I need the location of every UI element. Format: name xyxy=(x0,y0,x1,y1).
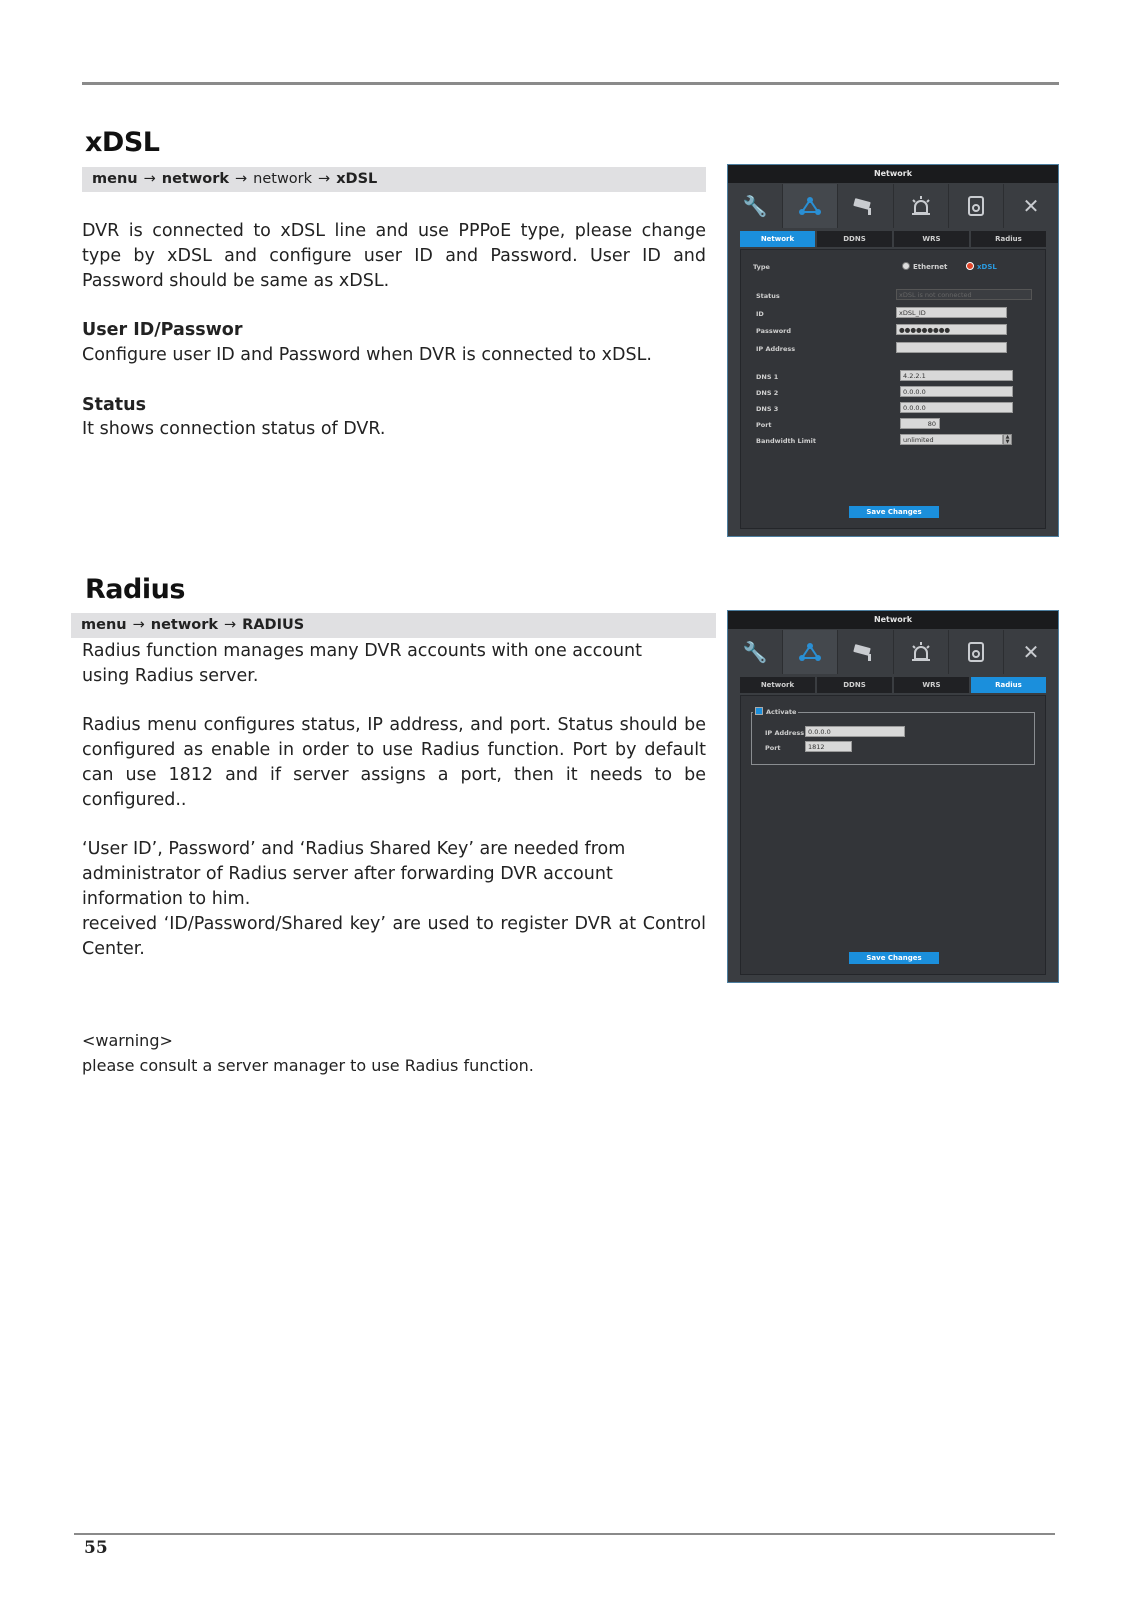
xdsl-intro: DVR is connected to xDSL line and use PPPoE type, please change type by xDSL and configure user ID and Password. User ID and Password should be same as xDSL. xyxy=(82,221,706,291)
bandwidth-limit-label: Bandwidth Limit xyxy=(756,437,816,445)
save-changes-button[interactable]: Save Changes xyxy=(849,506,939,518)
dvr-icon-bar xyxy=(728,630,1058,674)
type-label: Type xyxy=(753,263,770,271)
section-title-xdsl: xDSL xyxy=(85,127,160,158)
storage-icon[interactable] xyxy=(949,184,1004,228)
dvr-radius-screenshot xyxy=(727,610,1059,983)
wrench-icon[interactable]: 🔧 xyxy=(728,630,783,674)
ip-address-field[interactable] xyxy=(896,342,1007,353)
footer-rule xyxy=(74,1533,1055,1535)
breadcrumb-item: RADIUS xyxy=(242,617,305,633)
alarm-icon[interactable] xyxy=(894,630,949,674)
radio-dot-icon xyxy=(902,262,910,270)
dvr-icon-bar xyxy=(728,184,1058,228)
dns2-field[interactable]: 0.0.0.0 xyxy=(900,386,1013,397)
radius-p1: Radius function manages many DVR accounts with one account using Radius server. xyxy=(82,641,643,686)
radius-p3a: ‘User ID’, Password’ and ‘Radius Shared Key’ are needed from administrator of Radius server after forwarding DVR account information to him. xyxy=(82,839,626,909)
dns3-label: DNS 3 xyxy=(756,405,779,413)
close-icon[interactable]: ✕ xyxy=(1022,640,1040,664)
tab-ddns[interactable]: DDNS xyxy=(817,231,892,247)
breadcrumb-radius xyxy=(71,613,716,638)
xdsl-body xyxy=(82,219,706,442)
port-label: Port xyxy=(756,421,772,429)
radius-p2: Radius menu configures status, IP address, and port. Status should be configured as enable in order to use Radius function. Port by default can use 1812 and if server assigns a port, then it needs to be configured.. xyxy=(82,715,706,810)
arrow-icon: → xyxy=(224,617,237,633)
dvr-xdsl-form xyxy=(740,249,1046,529)
dns1-field[interactable]: 4.2.2.1 xyxy=(900,370,1013,381)
radio-xdsl[interactable]: xDSL xyxy=(966,262,997,271)
arrow-icon: → xyxy=(318,171,331,187)
userid-text: Configure user ID and Password when DVR is connected to xDSL. xyxy=(82,344,652,365)
dns3-field[interactable]: 0.0.0.0 xyxy=(900,402,1013,413)
radius-body xyxy=(82,639,706,961)
radius-p3b: received ‘ID/Password/Shared key’ are used to register DVR at Control Center. xyxy=(82,913,706,959)
dns2-label: DNS 2 xyxy=(756,389,779,397)
tab-radius[interactable]: Radius xyxy=(971,677,1046,693)
network-icon[interactable] xyxy=(783,630,838,674)
warning-block xyxy=(82,1029,534,1078)
ip-address-label: IP Address xyxy=(756,345,796,353)
camera-icon[interactable] xyxy=(838,630,893,674)
network-icon[interactable] xyxy=(783,184,838,228)
close-icon[interactable]: ✕ xyxy=(1022,194,1040,218)
spinner-arrows-icon[interactable]: ▲ ▼ xyxy=(1003,434,1012,445)
tab-network[interactable]: Network xyxy=(740,231,815,247)
activate-fieldset xyxy=(751,712,1035,765)
activate-checkbox[interactable]: Activate xyxy=(753,707,798,716)
radius-port-label: Port xyxy=(765,744,781,752)
dvr-window-title: Network xyxy=(728,165,1058,183)
radius-ip-label: IP Address xyxy=(765,729,805,737)
dns1-label: DNS 1 xyxy=(756,373,779,381)
tab-network[interactable]: Network xyxy=(740,677,815,693)
arrow-icon: → xyxy=(143,171,156,187)
breadcrumb-item: network xyxy=(161,171,229,187)
save-changes-button[interactable]: Save Changes xyxy=(849,952,939,964)
tab-wrs[interactable]: WRS xyxy=(894,677,969,693)
dvr-tab-bar xyxy=(740,231,1046,247)
port-field[interactable]: 80 xyxy=(900,418,940,429)
warning-label: <warning> xyxy=(82,1031,173,1050)
status-heading: Status xyxy=(82,394,147,415)
page-number: 55 xyxy=(84,1538,108,1558)
breadcrumb-item: network xyxy=(253,171,313,187)
id-field[interactable]: xDSL_ID xyxy=(896,307,1007,318)
section-title-radius: Radius xyxy=(85,574,185,605)
password-field[interactable]: ●●●●●●●●● xyxy=(896,324,1007,335)
wrench-icon[interactable]: 🔧 xyxy=(728,184,783,228)
radio-ethernet[interactable]: Ethernet xyxy=(902,262,947,271)
id-label: ID xyxy=(756,310,764,318)
header-rule xyxy=(82,82,1059,85)
radius-ip-field[interactable]: 0.0.0.0 xyxy=(805,726,905,737)
warning-text: please consult a server manager to use Radius function. xyxy=(82,1055,534,1075)
arrow-icon: → xyxy=(235,171,248,187)
tab-radius[interactable]: Radius xyxy=(971,231,1046,247)
breadcrumb-item: menu xyxy=(81,617,127,633)
arrow-icon: → xyxy=(132,617,145,633)
dvr-tab-bar xyxy=(740,677,1046,693)
password-label: Password xyxy=(756,327,792,335)
status-label: Status xyxy=(756,292,780,300)
checkbox-icon xyxy=(755,707,763,715)
dvr-window-title: Network xyxy=(728,611,1058,629)
radius-port-field[interactable]: 1812 xyxy=(805,741,852,752)
dvr-radius-form xyxy=(740,695,1046,975)
breadcrumb-xdsl xyxy=(82,167,706,192)
storage-icon[interactable] xyxy=(949,630,1004,674)
userid-heading: User ID/Passwor xyxy=(82,320,243,341)
dvr-xdsl-screenshot xyxy=(727,164,1059,537)
breadcrumb-item: menu xyxy=(92,171,138,187)
breadcrumb-item: xDSL xyxy=(336,171,378,187)
alarm-icon[interactable] xyxy=(894,184,949,228)
status-text: It shows connection status of DVR. xyxy=(82,419,386,440)
status-field: xDSL is not connected xyxy=(896,289,1032,300)
tab-wrs[interactable]: WRS xyxy=(894,231,969,247)
camera-icon[interactable] xyxy=(838,184,893,228)
tab-ddns[interactable]: DDNS xyxy=(817,677,892,693)
radio-dot-icon xyxy=(966,262,974,270)
breadcrumb-item: network xyxy=(150,617,218,633)
bandwidth-limit-select[interactable]: unlimited xyxy=(900,434,1003,445)
